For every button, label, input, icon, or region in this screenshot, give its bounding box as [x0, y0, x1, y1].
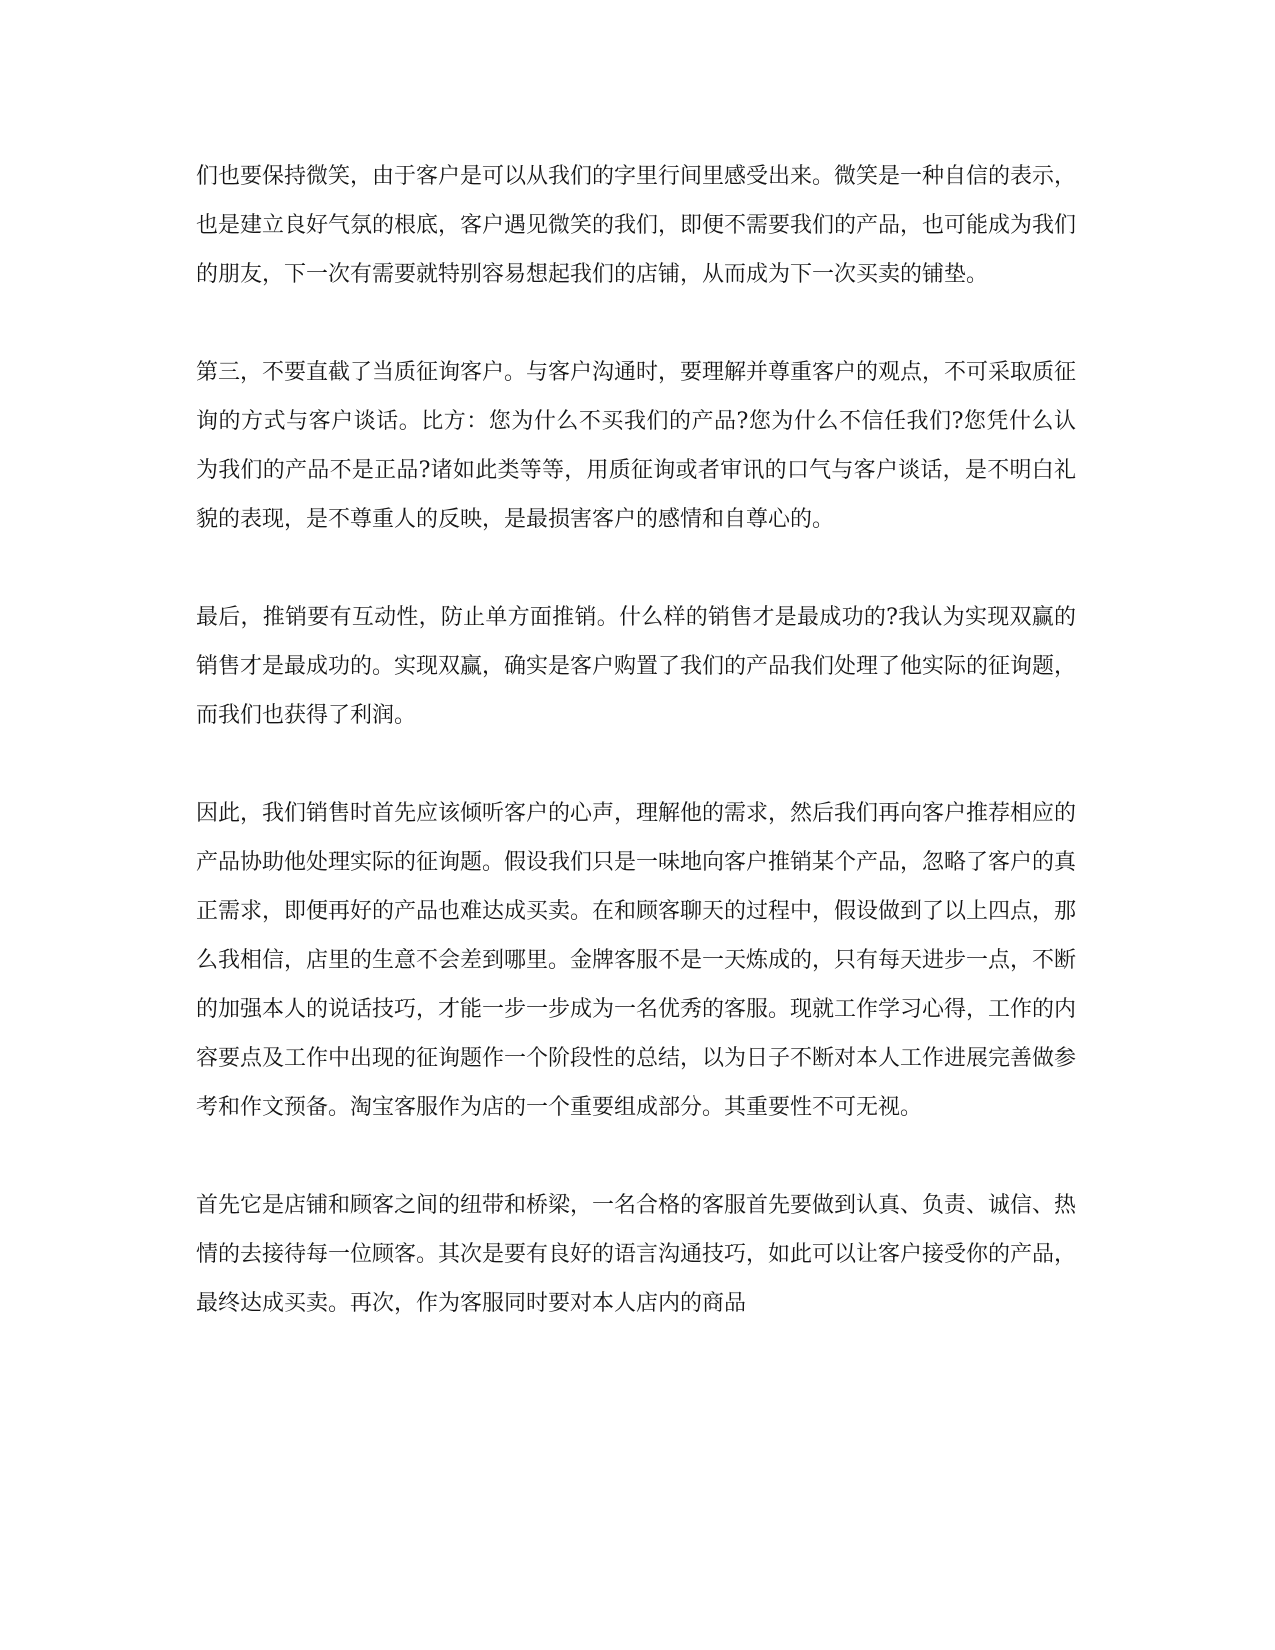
paragraph-conclusion: 因此，我们销售时首先应该倾听客户的心声，理解他的需求，然后我们再向客户推荐相应的产品协助他处理实际的征询题。假设我们只是一味地向客户推销某个产品，忽略了客户的真正需求，即便再好的产品也难达成买卖。在和顾客聊天的过程中，假设做到了以上四点，那么我相信，店里的生意不会差到哪里。金牌客服不是一天炼成的，只有每天进步一点，不断的加强本人的说话技巧，才能一步一步成为一名优秀的客服。现就工作学习心得，工作的内容要点及工作中出现的征询题作一个阶段性的总结，以为日子不断对本人工作进展完善做参考和作文预备。淘宝客服作为店的一个重要组成部分。其重要性不可无视。 — [196, 801, 1077, 1120]
paragraph-third-point: 第三，不要直截了当质征询客户。与客户沟通时，要理解并尊重客户的观点，不可采取质征询的方式与客户谈话。比方：您为什么不买我们的产品?您为什么不信任我们?您凭什么认为我们的产品不是正品?诸如此类等等，用质征询或者审讯的口气与客户谈话，是不明白礼貌的表现，是不尊重人的反映，是最损害客户的感情和自尊心的。 — [196, 360, 1077, 532]
paragraph-smile: 们也要保持微笑，由于客户是可以从我们的字里行间里感受出来。微笑是一种自信的表示，也是建立良好气氛的根底，客户遇见微笑的我们，即便不需要我们的产品，也可能成为我们的朋友，下一次有需要就特别容易想起我们的店铺，从而成为下一次买卖的铺垫。 — [196, 164, 1077, 287]
document-body — [196, 152, 1076, 1328]
paragraph-last-point: 最后，推销要有互动性，防止单方面推销。什么样的销售才是最成功的?我认为实现双赢的销售才是最成功的。实现双赢，确实是客户购置了我们的产品我们处理了他实际的征询题，而我们也获得了利润。 — [196, 605, 1077, 728]
paragraph-first-role: 首先它是店铺和顾客之间的纽带和桥梁，一名合格的客服首先要做到认真、负责、诚信、热情的去接待每一位顾客。其次是要有良好的语言沟通技巧，如此可以让客户接受你的产品，最终达成买卖。再次，作为客服同时要对本人店内的商品 — [196, 1193, 1077, 1316]
